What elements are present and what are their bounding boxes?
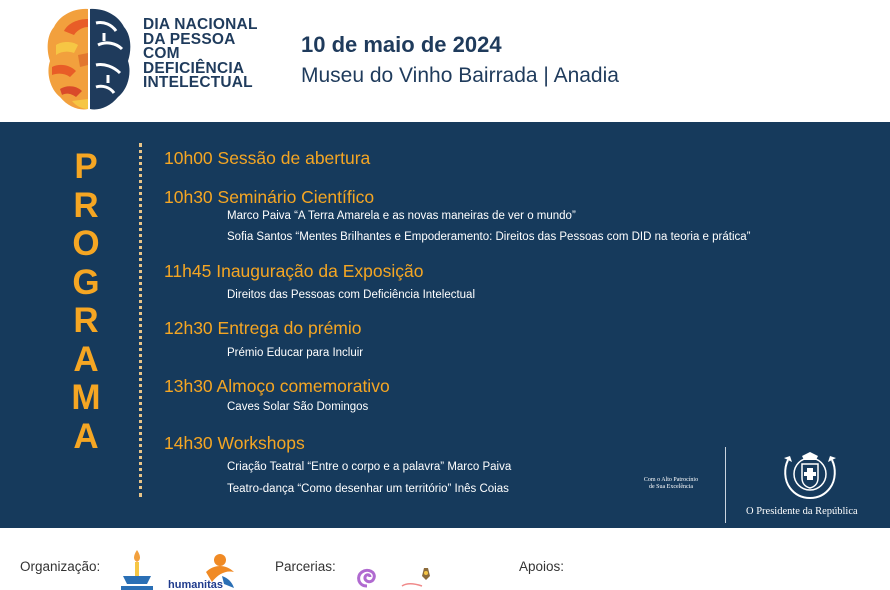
title-letter: P bbox=[74, 147, 98, 186]
event-place: Museu do Vinho Bairrada | Anadia bbox=[301, 64, 619, 87]
footer-label-organizacao: Organização: bbox=[20, 559, 101, 574]
program-item bbox=[164, 376, 390, 417]
footer-label-parcerias: Parcerias: bbox=[275, 559, 336, 574]
brain-logo-icon bbox=[44, 5, 134, 115]
program-item-title: 10h30 Seminário Científico bbox=[164, 187, 375, 207]
event-date: 10 de maio de 2024 bbox=[301, 32, 502, 57]
program-item-detail: Teatro-dança “Como desenhar um território” Inês Coias bbox=[227, 483, 509, 495]
logo-line: DA PESSOA bbox=[143, 30, 236, 48]
program-item bbox=[164, 261, 475, 305]
footer-label-apoios: Apoios: bbox=[519, 559, 565, 574]
humanitas-logo-text: humanitas bbox=[168, 579, 224, 590]
program-item bbox=[164, 148, 370, 168]
title-letter: R bbox=[73, 301, 99, 340]
program-item bbox=[164, 187, 751, 247]
program-item-title: 10h00 Sessão de abertura bbox=[164, 148, 371, 168]
page-header bbox=[0, 0, 890, 122]
title-letter: A bbox=[73, 339, 99, 379]
spiral-logo-icon bbox=[352, 566, 382, 590]
program-item-detail: Direitos das Pessoas com Deficiência Intelectual bbox=[227, 289, 476, 301]
humanitas-logo-icon bbox=[162, 552, 242, 590]
patronage-divider bbox=[725, 447, 726, 523]
patronage-note bbox=[636, 477, 706, 491]
logo-line: COM bbox=[143, 45, 180, 62]
program-item-detail: Prémio Educar para Incluir bbox=[227, 347, 364, 359]
patronage-name: O Presidente da República bbox=[746, 506, 858, 517]
program-item-title: 12h30 Entrega do prémio bbox=[164, 318, 362, 338]
logo-title bbox=[143, 18, 258, 91]
program-item-detail: Marco Paiva “A Terra Amarela e as novas maneiras de ver o mundo” bbox=[227, 210, 576, 222]
title-letter: M bbox=[71, 378, 101, 417]
title-letter: R bbox=[73, 185, 99, 225]
program-item-title: 14h30 Workshops bbox=[164, 433, 305, 453]
dotted-divider bbox=[139, 143, 142, 497]
program-item-detail: Sofia Santos “Mentes Brilhantes e Empoderamento: Direitos das Pessoas com DID na teoria e prática” bbox=[227, 231, 751, 243]
title-letter: A bbox=[73, 416, 99, 456]
title-letter: O bbox=[72, 224, 100, 263]
partner-crest-icon bbox=[396, 566, 436, 590]
program-item-detail: Criação Teatral “Entre o corpo e a palavra” Marco Paiva bbox=[227, 461, 512, 473]
patronage-line: Com o Alto Patrocínio bbox=[643, 477, 699, 483]
program-item bbox=[164, 318, 363, 363]
program-item-detail: Caves Solar São Domingos bbox=[227, 401, 369, 413]
coat-of-arms-icon bbox=[780, 450, 840, 502]
logo-line: DEFICIÊNCIA bbox=[143, 59, 245, 77]
program-item-title: 13h30 Almoço comemorativo bbox=[164, 376, 390, 396]
logo-line: INTELECTUAL bbox=[143, 74, 253, 91]
program-item bbox=[164, 433, 511, 499]
logo-line: DIA NACIONAL bbox=[143, 16, 258, 33]
title-letter: G bbox=[72, 262, 100, 302]
patronage-line: de Sua Excelência bbox=[649, 484, 693, 490]
program-vertical-title bbox=[64, 148, 108, 456]
program-item-title: 11h45 Inauguração da Exposição bbox=[164, 261, 424, 281]
candle-logo-icon bbox=[117, 548, 157, 590]
